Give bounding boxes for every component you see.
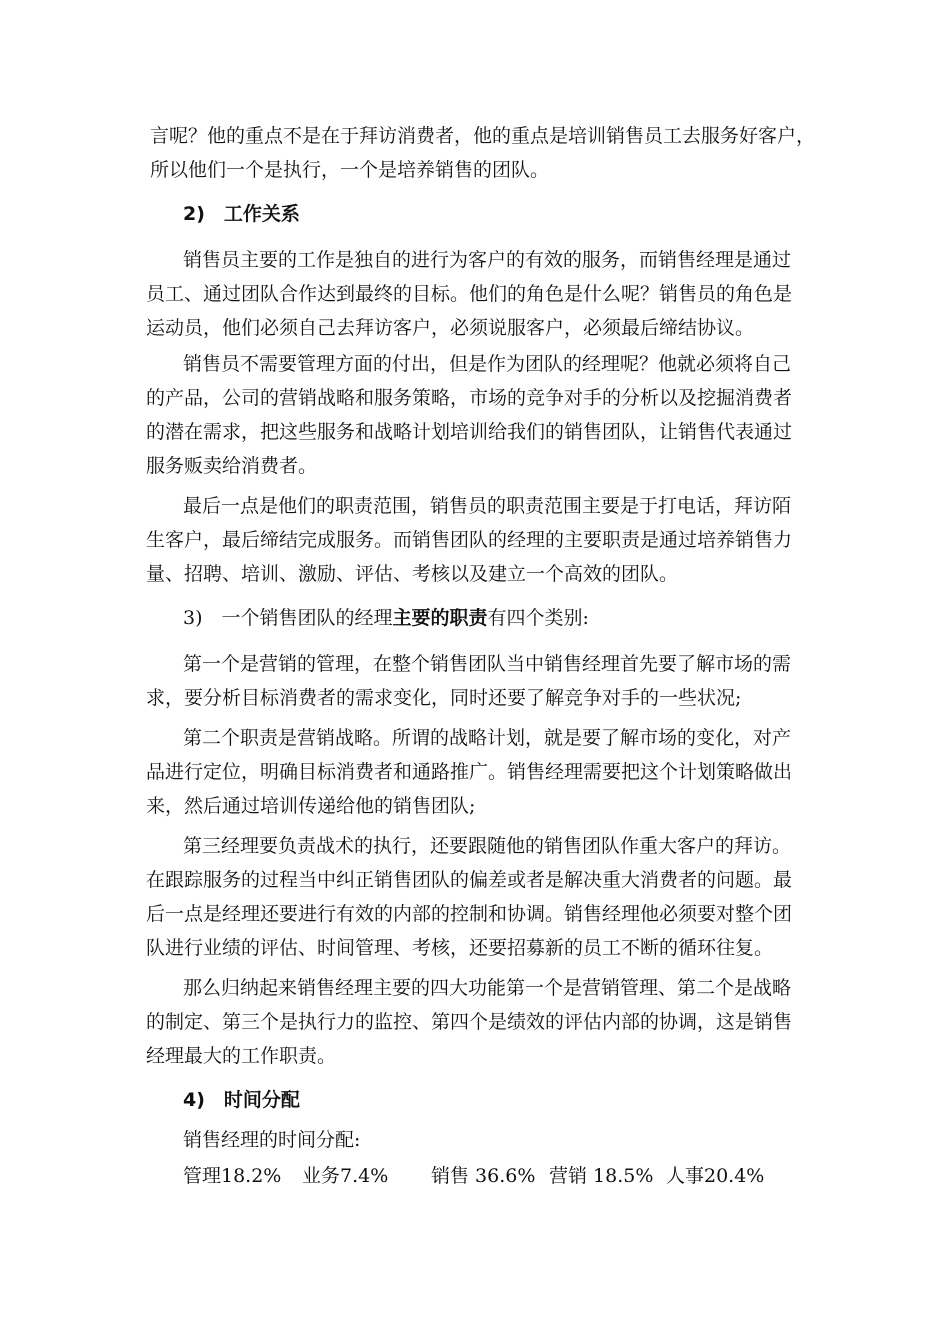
paragraph-line: 在跟踪服务的过程当中纠正销售团队的偏差或者是解决重大消费者的问题。最 <box>146 869 793 891</box>
allocation-item-business: 业务7.4% <box>302 1165 389 1187</box>
paragraph-line: 求，要分析目标消费者的需求变化，同时还要了解竞争对手的一些状况; <box>146 687 742 709</box>
section-3-heading <box>183 606 589 630</box>
time-allocation-intro: 销售经理的时间分配: <box>183 1129 361 1151</box>
paragraph-line: 来，然后通过培训传递给他的销售团队; <box>146 795 476 817</box>
paragraph-line: 的产品，公司的营销战略和服务策略，市场的竞争对手的分析以及挖掘消费者 <box>146 387 793 409</box>
paragraph-line: 经理最大的工作职责。 <box>146 1045 337 1067</box>
section-2-heading: 2) 工作关系 <box>183 203 300 225</box>
section-3-heading-emphasis: 主要的职责 <box>392 607 488 629</box>
paragraph-line: 生客户，最后缔结完成服务。而销售团队的经理的主要职责是通过培养销售力 <box>146 529 793 551</box>
paragraph-line: 品进行定位，明确目标消费者和通路推广。销售经理需要把这个计划策略做出 <box>146 761 793 783</box>
paragraph-line: 第一个是营销的管理，在整个销售团队当中销售经理首先要了解市场的需 <box>183 653 792 675</box>
intro-line-1: 言呢？他的重点不是在于拜访消费者，他的重点是培训销售员工去服务好客户， <box>150 125 816 147</box>
paragraph-line: 员工、通过团队合作达到最终的目标。他们的角色是什么呢？销售员的角色是 <box>146 283 793 305</box>
paragraph-line: 后一点是经理还要进行有效的内部的控制和协调。销售经理他必须要对整个团 <box>146 903 793 925</box>
paragraph-line: 的潜在需求，把这些服务和战略计划培训给我们的销售团队，让销售代表通过 <box>146 421 793 443</box>
allocation-item-hr: 人事20.4% <box>666 1165 765 1187</box>
allocation-item-sales: 销售 36.6% <box>431 1165 536 1187</box>
section-4-heading: 4) 时间分配 <box>183 1089 300 1111</box>
paragraph-line: 最后一点是他们的职责范围，销售员的职责范围主要是于打电话，拜访陌 <box>183 495 792 517</box>
paragraph-line: 队进行业绩的评估、时间管理、考核，还要招募新的员工不断的循环往复。 <box>146 937 774 959</box>
allocation-item-management: 管理18.2% <box>183 1165 282 1187</box>
section-3-heading-prefix: 3) 一个销售团队的经理 <box>183 607 393 629</box>
section-3-heading-suffix: 有四个类别: <box>487 607 589 629</box>
paragraph-line: 销售员主要的工作是独自的进行为客户的有效的服务，而销售经理是通过 <box>183 249 792 271</box>
paragraph-line: 第三经理要负责战术的执行，还要跟随他的销售团队作重大客户的拜访。 <box>183 835 792 857</box>
paragraph-line: 运动员，他们必须自己去拜访客户，必须说服客户，必须最后缔结协议。 <box>146 317 755 339</box>
paragraph-line: 销售员不需要管理方面的付出，但是作为团队的经理呢？他就必须将自己 <box>183 353 792 375</box>
paragraph-line: 第二个职责是营销战略。所谓的战略计划，就是要了解市场的变化，对产 <box>183 727 792 749</box>
allocation-item-marketing: 营销 18.5% <box>549 1165 654 1187</box>
paragraph-line: 量、招聘、培训、激励、评估、考核以及建立一个高效的团队。 <box>146 563 679 585</box>
paragraph-line: 的制定、第三个是执行力的监控、第四个是绩效的评估内部的协调，这是销售 <box>146 1011 793 1033</box>
paragraph-line: 那么归纳起来销售经理主要的四大功能第一个是营销管理、第二个是战略 <box>183 977 792 999</box>
intro-line-2: 所以他们一个是执行，一个是培养销售的团队。 <box>150 159 550 181</box>
paragraph-line: 服务贩卖给消费者。 <box>146 455 318 477</box>
